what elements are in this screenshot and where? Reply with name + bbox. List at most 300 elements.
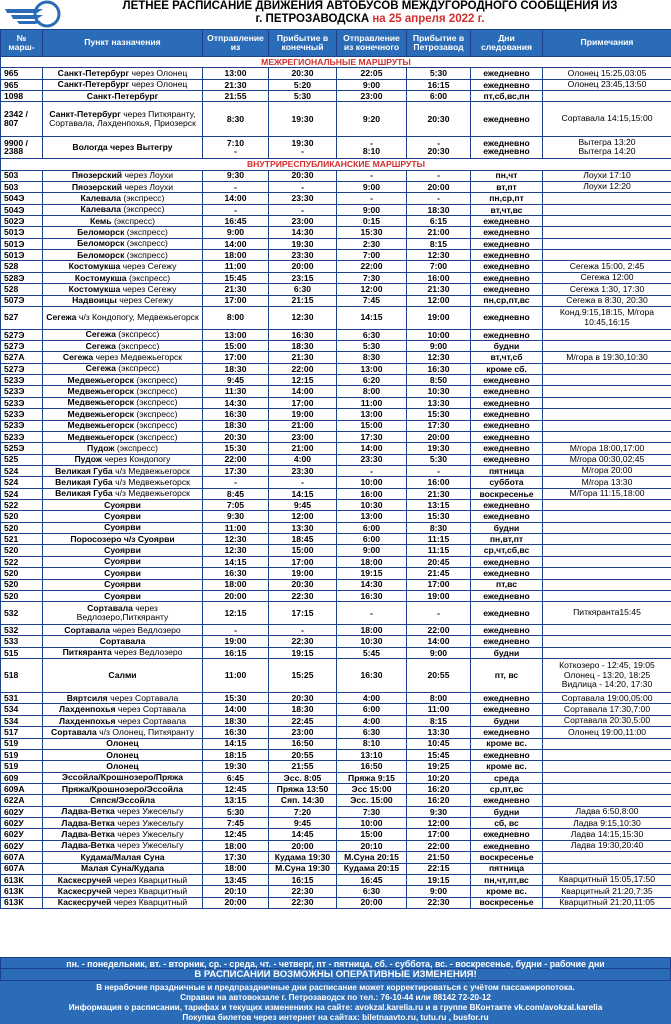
departure-time: 14:00 — [203, 193, 269, 204]
return-departure-time: 16:50 — [337, 761, 407, 772]
table-header-row — [1, 30, 671, 57]
days-of-operation: ежедневно — [471, 250, 543, 261]
arrival-time: Пряжа 13:50 — [269, 784, 337, 795]
route-notes — [543, 568, 671, 579]
departure-time: 14:00 — [203, 704, 269, 715]
return-departure-time: - — [337, 193, 407, 204]
return-arrival-time: - 20:30 — [407, 136, 471, 159]
departure-time: - — [203, 181, 269, 192]
route-number: 503 — [1, 181, 43, 192]
route-number: 965 — [1, 68, 43, 79]
return-departure-time: - — [337, 465, 407, 476]
departure-time: 18:30 — [203, 420, 269, 431]
route-notes: Вытегра 13:20 Вытегра 14:20 — [543, 136, 671, 159]
table-row — [1, 715, 671, 726]
route-number: 534 — [1, 704, 43, 715]
route-number: 507Э — [1, 295, 43, 306]
route-via: (экспресс) — [126, 238, 168, 249]
arrival-time: - — [269, 477, 337, 488]
return-arrival-time: 5:30 — [407, 454, 471, 465]
departure-time: 16:15 — [203, 647, 269, 658]
return-arrival-time: 8:00 — [407, 693, 471, 704]
arrival-time: 19:00 — [269, 409, 337, 420]
route-notes — [543, 749, 671, 760]
return-arrival-time: 12:30 — [407, 250, 471, 261]
table-row — [1, 579, 671, 590]
days-of-operation: ежедневно — [471, 693, 543, 704]
destination-name: Сегежа — [85, 340, 116, 351]
days-of-operation: ежедневно — [471, 624, 543, 635]
departure-time: 14:30 — [203, 397, 269, 408]
destination-cell — [43, 409, 203, 420]
route-notes: М/гора 18:00,17:00 — [543, 443, 671, 454]
destination-name: Сегежа — [85, 363, 116, 374]
days-of-operation: воскресенье — [471, 897, 543, 908]
destination-cell — [43, 693, 203, 704]
destination-name: Пряжа/Крошнозеро/Эссойла — [61, 783, 184, 794]
return-departure-time: 0:15 — [337, 216, 407, 227]
return-arrival-time: 22:00 — [407, 624, 471, 635]
table-row — [1, 352, 671, 363]
return-arrival-time: 20:00 — [407, 181, 471, 192]
route-number: 613К — [1, 886, 43, 897]
arrival-time: 16:15 — [269, 874, 337, 885]
destination-cell — [43, 193, 203, 204]
arrival-time: 18:30 — [269, 704, 337, 715]
bus-company-logo-icon — [3, 0, 63, 28]
return-arrival-time: 22:15 — [407, 863, 471, 874]
route-notes — [543, 647, 671, 658]
destination-name: Сегежа — [85, 329, 116, 340]
destination-name: Пудож — [87, 442, 115, 453]
column-header: Пункт назначения — [43, 30, 203, 57]
days-of-operation: ежедневно — [471, 727, 543, 738]
footer-line: Покупка билетов через интернет на сайтах: biletnaavto.ru, tutu.ru , busfor.ru — [182, 1013, 489, 1022]
return-departure-time: 7:30 — [337, 806, 407, 817]
arrival-time: 21:00 — [269, 443, 337, 454]
destination-name: Суоярви — [104, 522, 141, 533]
destination-name: Ладва-Ветка — [61, 806, 115, 817]
route-notes — [543, 386, 671, 397]
return-arrival-time: 20:55 — [407, 659, 471, 693]
route-via: через Ужесельгу — [117, 840, 184, 851]
return-arrival-time: 20:00 — [407, 431, 471, 442]
route-notes: Олонец 19:00,11:00 — [543, 727, 671, 738]
arrival-time: 5:20 — [269, 79, 337, 90]
route-number: 533 — [1, 636, 43, 647]
return-departure-time: 14:00 — [337, 443, 407, 454]
arrival-time: 20:55 — [269, 749, 337, 760]
return-departure-time: 13:00 — [337, 409, 407, 420]
days-of-operation: пн,вт,пт — [471, 534, 543, 545]
destination-name: Санкт-Петербург — [57, 79, 130, 90]
return-arrival-time: 19:15 — [407, 874, 471, 885]
arrival-time: 21:30 — [269, 352, 337, 363]
table-row — [1, 784, 671, 795]
arrival-time: 9:45 — [269, 818, 337, 829]
table-row — [1, 375, 671, 386]
route-via: (экспресс) — [136, 397, 178, 408]
table-row — [1, 261, 671, 272]
route-number: 501Э — [1, 250, 43, 261]
days-of-operation: ежедневно — [471, 443, 543, 454]
return-departure-time: 13:10 — [337, 749, 407, 760]
return-arrival-time: 20:45 — [407, 556, 471, 567]
destination-name: Салми — [108, 670, 137, 681]
destination-cell — [43, 761, 203, 772]
route-number: 519 — [1, 738, 43, 749]
route-via: через Олонец — [131, 79, 188, 90]
route-number: 520 — [1, 579, 43, 590]
destination-name: Олонец — [106, 738, 139, 749]
return-departure-time: 4:00 — [337, 715, 407, 726]
table-row — [1, 465, 671, 476]
days-of-operation: кроме сб. — [471, 363, 543, 374]
days-of-operation: ежедневно — [471, 602, 543, 625]
return-arrival-time: 9:00 — [407, 647, 471, 658]
table-row — [1, 795, 671, 806]
route-notes — [543, 738, 671, 749]
route-notes: Ладва 19:30,20:40 — [543, 840, 671, 851]
route-number: 527 — [1, 306, 43, 329]
route-number: 515 — [1, 647, 43, 658]
days-of-operation: среда — [471, 772, 543, 783]
route-number: 527Э — [1, 340, 43, 351]
return-arrival-time: 20:30 — [407, 102, 471, 136]
route-via: ч/з Медвежьегорск — [115, 465, 190, 476]
days-of-operation: ежедневно — [471, 420, 543, 431]
table-row — [1, 761, 671, 772]
departure-time: 14:15 — [203, 556, 269, 567]
arrival-time: 22:30 — [269, 636, 337, 647]
route-notes: Сегежа 1:30, 17:30 — [543, 284, 671, 295]
departure-time: 13:15 — [203, 795, 269, 806]
route-number: 527Э — [1, 363, 43, 374]
route-notes — [543, 500, 671, 511]
departure-time: 11:00 — [203, 261, 269, 272]
route-notes — [543, 420, 671, 431]
return-departure-time: 6:20 — [337, 375, 407, 386]
return-departure-time: 7:00 — [337, 250, 407, 261]
destination-name: Лахденпохья — [58, 715, 116, 726]
return-arrival-time: 15:30 — [407, 511, 471, 522]
route-number: 520 — [1, 590, 43, 601]
route-via: через Сортавала — [117, 704, 187, 715]
return-arrival-time: 16:20 — [407, 784, 471, 795]
route-via: ч/з Медвежьегорск — [115, 476, 190, 487]
destination-name: Сортавала — [99, 636, 146, 646]
destination-cell — [43, 806, 203, 817]
destination-cell — [43, 397, 203, 408]
days-of-operation: пятница — [471, 465, 543, 476]
arrival-time: 14:00 — [269, 386, 337, 397]
route-number: 517 — [1, 727, 43, 738]
departure-time: 21:30 — [203, 284, 269, 295]
days-of-operation: ежедневно ежедневно — [471, 136, 543, 159]
arrival-time: 18:30 — [269, 340, 337, 351]
arrival-time: 18:45 — [269, 534, 337, 545]
return-arrival-time: 13:30 — [407, 727, 471, 738]
return-arrival-time: 12:00 — [407, 295, 471, 306]
table-row — [1, 204, 671, 215]
departure-time: 20:30 — [203, 431, 269, 442]
destination-cell — [43, 874, 203, 885]
route-via: ч/з Кондопогу, Медвежьегорск — [78, 312, 199, 323]
destination-cell — [43, 340, 203, 351]
arrival-time: 22:30 — [269, 897, 337, 908]
table-row — [1, 568, 671, 579]
table-row — [1, 636, 671, 647]
return-departure-time: 8:10 — [337, 738, 407, 749]
table-row — [1, 840, 671, 851]
route-number: 527Э — [1, 329, 43, 340]
route-number: 613К — [1, 874, 43, 885]
days-of-operation: будни — [471, 806, 543, 817]
days-of-operation: ежедневно — [471, 749, 543, 760]
destination-name: Калевала — [80, 204, 121, 215]
route-number: 532 — [1, 624, 43, 635]
arrival-time: 23:00 — [269, 431, 337, 442]
return-arrival-time: 21:50 — [407, 852, 471, 863]
table-row — [1, 772, 671, 783]
destination-cell — [43, 659, 203, 693]
destination-cell — [43, 522, 203, 533]
destination-cell — [43, 624, 203, 635]
route-number: 520 — [1, 568, 43, 579]
destination-cell — [43, 420, 203, 431]
table-row — [1, 181, 671, 192]
route-via: через Питкяранту, Сортавала, Лахденпохья, Приозерск — [49, 108, 196, 128]
destination-cell — [43, 579, 203, 590]
days-of-operation: вт,чт,вс — [471, 204, 543, 215]
days-of-operation: сб, вс — [471, 818, 543, 829]
return-departure-time: 13:00 — [337, 363, 407, 374]
column-header: Прибытие в Петрозавод — [407, 30, 471, 57]
table-row — [1, 500, 671, 511]
route-number: 523Э — [1, 386, 43, 397]
return-departure-time: 14:15 — [337, 306, 407, 329]
departure-time: 12:30 — [203, 545, 269, 556]
arrival-time: 6:30 — [269, 284, 337, 295]
departure-time: 21:55 — [203, 91, 269, 102]
route-notes: Лоухи 12:20 — [543, 181, 671, 192]
arrival-time: 17:00 — [269, 397, 337, 408]
return-arrival-time: 6:00 — [407, 91, 471, 102]
destination-name: Сортавала — [87, 603, 133, 614]
route-via: через Сортавала — [110, 692, 179, 703]
destination-name: Поросозеро ч/з Суоярви — [70, 533, 175, 544]
departure-time: 12:45 — [203, 829, 269, 840]
return-departure-time: 11:00 — [337, 397, 407, 408]
days-of-operation: ежедневно — [471, 272, 543, 283]
return-arrival-time: 8:15 — [407, 715, 471, 726]
destination-name: Медвежьегорск — [67, 431, 134, 442]
arrival-time: Сяп. 14:30 — [269, 795, 337, 806]
route-via: через Олонец — [131, 68, 188, 79]
route-notes — [543, 590, 671, 601]
destination-name: Медвежьегорск — [67, 420, 134, 431]
destination-name: Медвежьегорск — [67, 374, 134, 385]
days-of-operation: ежедневно — [471, 261, 543, 272]
departure-time: 18:30 — [203, 363, 269, 374]
route-via: через Кварцитный — [113, 885, 188, 896]
arrival-time: - — [269, 181, 337, 192]
return-departure-time: 7:30 — [337, 272, 407, 283]
departure-time: 20:00 — [203, 897, 269, 908]
route-notes — [543, 852, 671, 863]
departure-time: 17:30 — [203, 465, 269, 476]
departure-time: 9:00 — [203, 227, 269, 238]
destination-cell — [43, 102, 203, 136]
route-notes — [543, 772, 671, 783]
route-notes — [543, 340, 671, 351]
route-notes: Сегежа 12:00 — [543, 272, 671, 283]
destination-cell — [43, 136, 203, 159]
days-of-operation: ежедневно — [471, 568, 543, 579]
return-departure-time: 12:00 — [337, 284, 407, 295]
table-row — [1, 738, 671, 749]
departure-time: 16:45 — [203, 216, 269, 227]
destination-name: Лахденпохья — [58, 704, 116, 715]
return-departure-time: 10:30 — [337, 636, 407, 647]
departure-time: 7:10 - — [203, 136, 269, 159]
destination-cell — [43, 727, 203, 738]
route-via: через Кондопогу — [104, 454, 171, 465]
return-departure-time: 6:30 — [337, 329, 407, 340]
table-row — [1, 193, 671, 204]
destination-name: Олонец — [106, 760, 139, 771]
route-number: 607А — [1, 863, 43, 874]
return-departure-time: 6:30 — [337, 886, 407, 897]
route-notes — [543, 545, 671, 556]
departure-time: 15:30 — [203, 443, 269, 454]
table-row — [1, 590, 671, 601]
route-via: через Сегежу — [119, 295, 173, 306]
table-row — [1, 511, 671, 522]
route-via: ч/з Олонец, Питкяранту — [99, 726, 195, 737]
departure-time: 13:00 — [203, 68, 269, 79]
route-number: 523Э — [1, 431, 43, 442]
return-arrival-time: 12:30 — [407, 352, 471, 363]
destination-cell — [43, 465, 203, 476]
route-notes — [543, 216, 671, 227]
route-number: 613К — [1, 897, 43, 908]
table-row — [1, 363, 671, 374]
days-of-operation: ежедневно — [471, 79, 543, 90]
table-row — [1, 329, 671, 340]
days-of-operation: ежедневно — [471, 284, 543, 295]
destination-name: Суоярви — [104, 590, 141, 601]
return-departure-time: 18:00 — [337, 556, 407, 567]
destination-cell — [43, 352, 203, 363]
destination-cell — [43, 829, 203, 840]
table-row — [1, 545, 671, 556]
route-number: 602У — [1, 806, 43, 817]
route-notes — [543, 579, 671, 590]
destination-cell — [43, 91, 203, 102]
table-row — [1, 409, 671, 420]
table-row — [1, 91, 671, 102]
section-title: ВНУТРИРЕСПУБЛИКАНСКИЕ МАРШРУТЫ — [1, 159, 671, 170]
route-number: 527А — [1, 352, 43, 363]
return-arrival-time: 21:00 — [407, 227, 471, 238]
table-row — [1, 170, 671, 181]
route-notes: Сегежа в 8:30, 20:30 — [543, 295, 671, 306]
destination-cell — [43, 511, 203, 522]
route-notes: Сегежа 15:00, 2:45 — [543, 261, 671, 272]
return-arrival-time: 10:45 — [407, 738, 471, 749]
days-of-operation: пятница — [471, 863, 543, 874]
route-via: через Ужесельгу — [117, 817, 184, 828]
return-arrival-time: 16:20 — [407, 795, 471, 806]
departure-time: 9:30 — [203, 511, 269, 522]
route-number: 504Э — [1, 193, 43, 204]
route-via: ч/з Медвежьегорск — [115, 488, 190, 499]
column-header: Прибытие в конечный — [269, 30, 337, 57]
departure-time: 22:00 — [203, 454, 269, 465]
arrival-time: 21:15 — [269, 295, 337, 306]
return-departure-time: 9:00 — [337, 79, 407, 90]
departure-time: - — [203, 477, 269, 488]
route-via: (экспресс) — [116, 442, 158, 453]
return-arrival-time: 13:30 — [407, 397, 471, 408]
column-header: Дни следования — [471, 30, 543, 57]
destination-name: Сегежа — [46, 312, 77, 323]
route-number: 522 — [1, 556, 43, 567]
departure-time: - — [203, 204, 269, 215]
return-arrival-time: 17:30 — [407, 420, 471, 431]
destination-name: Санкт-Петербург — [57, 68, 130, 79]
arrival-time: Эсс. 8:05 — [269, 772, 337, 783]
return-arrival-time: 16:15 — [407, 79, 471, 90]
days-of-operation: ежедневно — [471, 227, 543, 238]
days-of-operation: ежедневно — [471, 329, 543, 340]
return-arrival-time: 19:30 — [407, 443, 471, 454]
return-arrival-time: 10:20 — [407, 772, 471, 783]
return-arrival-time: 8:15 — [407, 238, 471, 249]
days-of-operation: ежедневно — [471, 704, 543, 715]
return-departure-time: 10:00 — [337, 477, 407, 488]
route-notes: М/Гора 11:15,18:00 — [543, 488, 671, 499]
days-of-operation: ежедневно — [471, 216, 543, 227]
route-notes — [543, 91, 671, 102]
route-number: 607А — [1, 852, 43, 863]
table-row — [1, 431, 671, 442]
route-notes: Сортавала 19:00,05:00 — [543, 693, 671, 704]
destination-cell — [43, 488, 203, 499]
route-notes — [543, 784, 671, 795]
return-departure-time: 5:30 — [337, 340, 407, 351]
return-departure-time: 15:00 — [337, 420, 407, 431]
days-of-operation: ср,пт,вс — [471, 784, 543, 795]
destination-name: Сяпся/Эссойла — [89, 795, 156, 806]
destination-cell — [43, 852, 203, 863]
departure-time: 5:30 — [203, 806, 269, 817]
destination-name: Каскесручей — [57, 874, 112, 885]
destination-cell — [43, 704, 203, 715]
table-row — [1, 306, 671, 329]
route-number: 525 — [1, 454, 43, 465]
return-arrival-time: 16:30 — [407, 363, 471, 374]
departure-time: 21:30 — [203, 79, 269, 90]
return-departure-time: 22:05 — [337, 68, 407, 79]
route-notes — [543, 795, 671, 806]
route-notes — [543, 409, 671, 420]
return-arrival-time: 19:00 — [407, 590, 471, 601]
route-via: через Ведлозеро — [114, 647, 183, 658]
route-notes — [543, 761, 671, 772]
destination-cell — [43, 295, 203, 306]
